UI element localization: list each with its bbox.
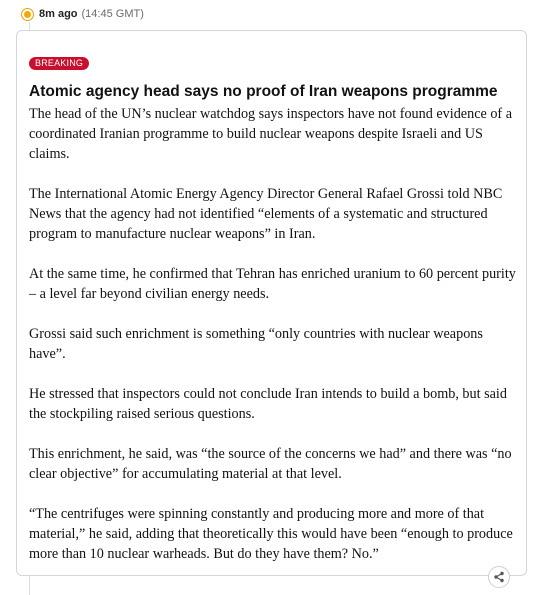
live-blog-entry-card: [16, 30, 527, 576]
breaking-badge: BREAKING: [29, 57, 89, 70]
body-paragraph: The head of the UN’s nuclear watchdog says inspectors have not found evidence of a coordinated Iranian programme to build nuclear weapons despite Israeli and US claims.: [29, 106, 512, 162]
time-ago: 8m ago: [39, 8, 78, 20]
body-paragraph: Grossi said such enrichment is something “only countries with nuclear weapons have”.: [29, 326, 483, 362]
body-paragraph: He stressed that inspectors could not conclude Iran intends to build a bomb, but said the stockpiling raised serious questions.: [29, 386, 507, 422]
body-paragraph: “The centrifuges were spinning constantly and producing more and more of that material,” he said, adding that theoretically this would have been “enough to produce more than 10 nuclear warheads. But do they have them? No.”: [29, 506, 513, 562]
entry-body: [29, 104, 519, 584]
share-button[interactable]: [488, 566, 510, 588]
entry-headline: Atomic agency head says no proof of Iran weapons programme: [29, 83, 498, 100]
body-paragraph: The International Atomic Energy Agency Director General Rafael Grossi told NBC News that the agency had not identified “elements of a systematic and structured program to manufacture nuclear weapons” in Iran.: [29, 186, 503, 242]
body-paragraph: This enrichment, he said, was “the source of the concerns we had” and there was “no clear objective” for accumulating material at that level.: [29, 446, 512, 482]
body-paragraph: At the same time, he confirmed that Tehran has enriched uranium to 60 percent purity – a level far beyond civilian energy needs.: [29, 266, 516, 302]
timestamp: (14:45 GMT): [81, 8, 144, 20]
entry-time: [21, 6, 144, 22]
timeline-dot-icon: [21, 8, 34, 21]
share-icon: [493, 571, 505, 583]
